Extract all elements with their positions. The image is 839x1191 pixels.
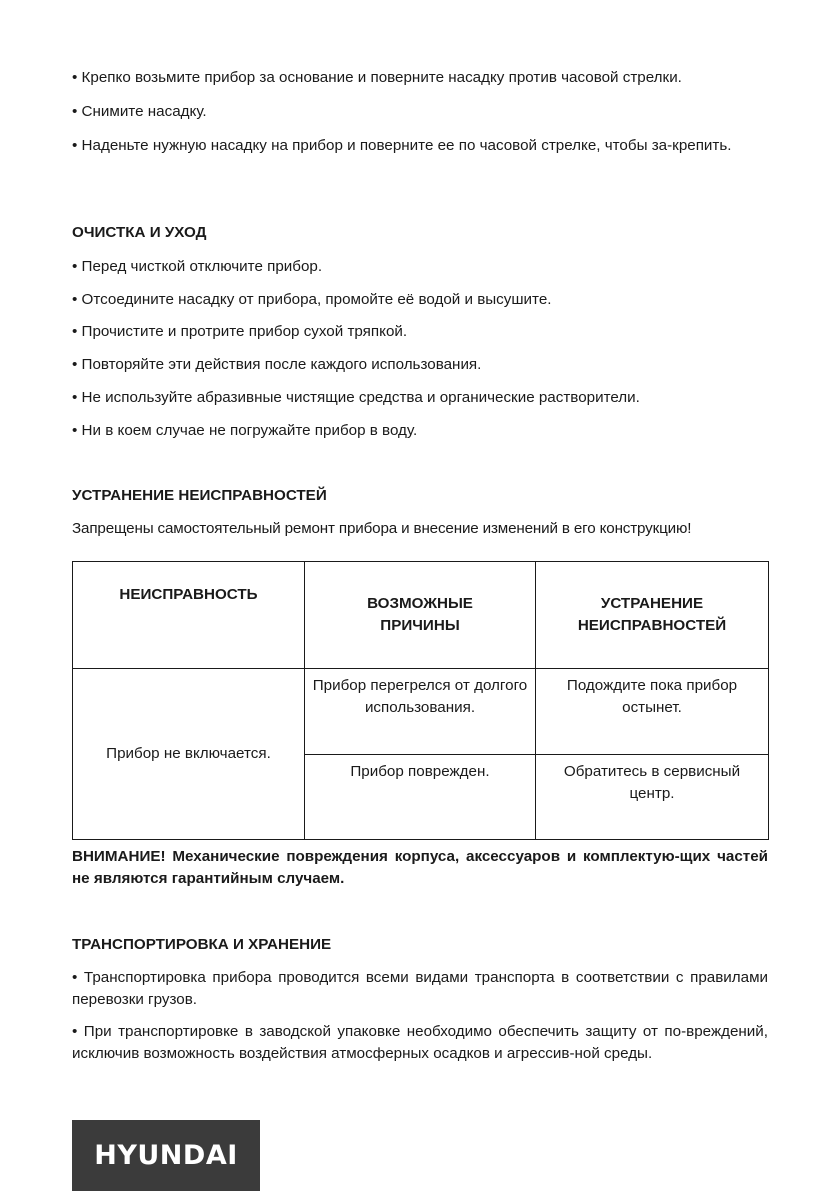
transport-item: • При транспортировке в заводской упаковке необходимо обеспечить защиту от по-вреждений, исключив возможность воздействия атмосферных осадков и агрессив-ной среды.	[72, 1021, 768, 1065]
cleaning-item: • Не используйте абразивные чистящие средства и органические растворители.	[72, 387, 768, 409]
cause-cell: Прибор поврежден.	[305, 755, 536, 840]
cleaning-heading: ОЧИСТКА И УХОД	[72, 224, 207, 241]
intro-bullet: • Снимите насадку.	[72, 101, 768, 123]
cleaning-item: • Ни в коем случае не погружайте прибор в воду.	[72, 420, 768, 442]
column-header-solutions: УСТРАНЕНИЕ НЕИСПРАВНОСТЕЙ	[536, 562, 769, 669]
logo-text: HYUNDAI	[94, 1140, 238, 1171]
intro-bullet: • Крепко возьмите прибор за основание и поверните насадку против часовой стрелки.	[72, 67, 768, 89]
hyundai-logo	[72, 1120, 260, 1191]
table-row	[73, 669, 769, 755]
fix-cell: Обратитесь в сервисный центр.	[536, 755, 769, 840]
fix-cell: Подождите пока прибор остынет.	[536, 669, 769, 755]
cleaning-item: • Отсоедините насадку от прибора, промойте её водой и высушите.	[72, 289, 768, 311]
column-header-problem: НЕИСПРАВНОСТЬ	[73, 562, 305, 669]
column-header-causes: ВОЗМОЖНЫЕ ПРИЧИНЫ	[305, 562, 536, 669]
transport-item: • Транспортировка прибора проводится всеми видами транспорта в соответствии с правилами перевозки грузов.	[72, 967, 768, 1011]
cause-cell: Прибор перегрелся от долгого использования.	[305, 669, 536, 755]
problem-cell: Прибор не включается.	[73, 669, 305, 840]
troubleshooting-heading: УСТРАНЕНИЕ НЕИСПРАВНОСТЕЙ	[72, 487, 327, 504]
warranty-attention: ВНИМАНИЕ! Механические повреждения корпуса, аксессуаров и комплектую-щих частей не являются гарантийным случаем.	[72, 848, 768, 887]
table-header-row	[73, 562, 769, 669]
troubleshooting-table	[72, 561, 769, 840]
transport-heading: ТРАНСПОРТИРОВКА И ХРАНЕНИЕ	[72, 936, 332, 953]
cleaning-item: • Прочистите и протрите прибор сухой тряпкой.	[72, 321, 768, 343]
cleaning-item: • Повторяйте эти действия после каждого использования.	[72, 354, 768, 376]
repair-warning: Запрещены самостоятельный ремонт прибора и внесение изменений в его конструкцию!	[72, 520, 692, 537]
cleaning-item: • Перед чисткой отключите прибор.	[72, 256, 768, 278]
intro-bullet: • Наденьте нужную насадку на прибор и поверните ее по часовой стрелке, чтобы за-крепить.	[72, 135, 768, 157]
